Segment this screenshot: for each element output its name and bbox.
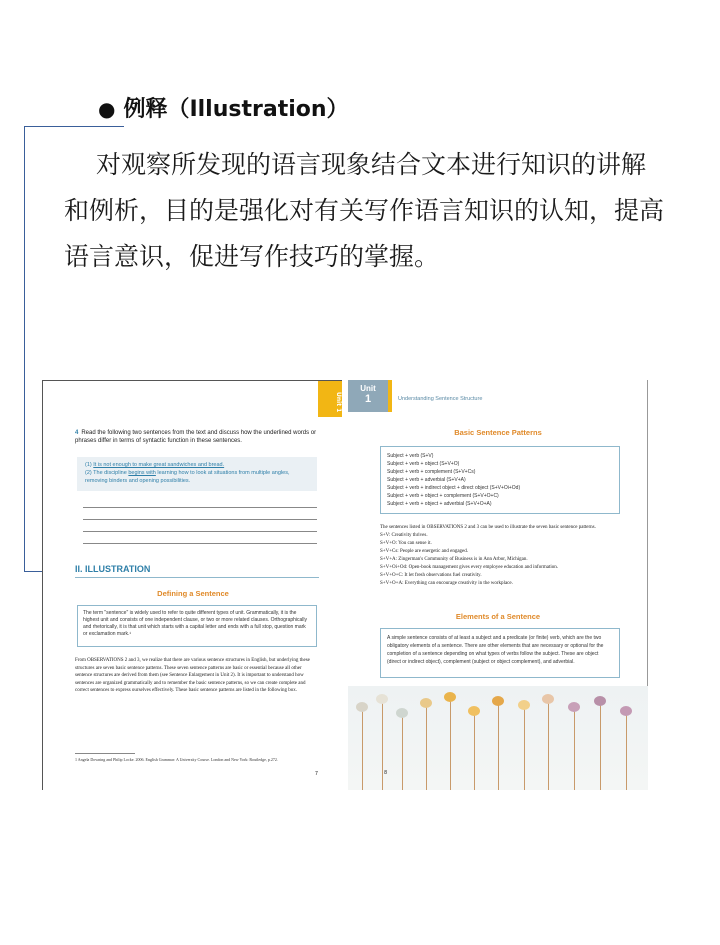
- book-spread: [42, 380, 648, 790]
- flower-bloom: [542, 694, 554, 704]
- left-body-text: From OBSERVATIONS 2 and 3, we realize that there are various sentence structures in English, but underlying these structures are seven basic sentence patterns. These seven sentence patterns are basic or essential because all other sentence structures are derived from them (see Sentence Enlargement in Unit 2). It is important to understand how sentences are organized grammatically and to remember the basic sentence patterns, so we can create complete and correct sentences to express ourselves effectively. These basic sentence patterns are listed in the following box.: [75, 658, 310, 693]
- pattern-item: Subject + verb + indirect object + direct object (S+V+Oi+Od): [387, 485, 521, 491]
- basic-patterns-title: Basic Sentence Patterns: [454, 428, 542, 437]
- example-item: S+V+Oi+Od: Open-book management gives every employee education and information.: [380, 565, 558, 570]
- flower-stem: [498, 704, 499, 790]
- example-item: S+V+O: You can sense it.: [380, 541, 432, 546]
- example-item: S+V+O+A: Everything can encourage creativity in the workplace.: [380, 581, 513, 586]
- example-item: S+V: Creativity thrives.: [380, 533, 428, 538]
- example-item: S+V+O+C: It let fresh observations fuel creativity.: [380, 573, 482, 578]
- flower-bloom: [444, 692, 456, 702]
- answer-line: [83, 507, 317, 508]
- connector-line-top: [24, 126, 124, 127]
- flower-bloom: [420, 698, 432, 708]
- flower-stem: [600, 704, 601, 790]
- flower-bloom: [396, 708, 408, 718]
- definition-box: The term "sentence" is widely used to refer to quite different types of unit. Grammatically, it is the highest unit and consists of one independent clause, or two or more related clauses. Orthographically and rhetorically, it is that unit which starts with a capital letter and ends with a full stop, question mark or exclamation mark.¹: [77, 605, 317, 647]
- footnote: 1 Angela Downing and Philip Locke. 2006. English Grammar: A University Course. London and New York: Routledge, p.272.: [75, 757, 278, 762]
- flower-stem: [548, 702, 549, 790]
- right-page: [348, 380, 648, 790]
- intro-paragraph: 对观察所发现的语言现象结合文本进行知识的讲解和例析，目的是强化对有关写作语言知识的认知，提高语言意识，促进写作技巧的掌握。: [64, 150, 665, 271]
- pattern-item: Subject + verb (S+V): [387, 453, 434, 459]
- flower-bloom: [356, 702, 368, 712]
- footnote-divider: [75, 753, 135, 754]
- pattern-item: Subject + verb + adverbial (S+V+A): [387, 477, 466, 483]
- page-number-right: 8: [384, 770, 388, 776]
- flower-stem: [382, 702, 383, 790]
- underlined-phrase: begins with: [128, 470, 156, 476]
- patterns-box: [380, 446, 620, 514]
- answer-line: [83, 519, 317, 520]
- flower-bloom: [518, 700, 530, 710]
- illustration-section-title: II. ILLUSTRATION: [75, 564, 151, 574]
- connector-line-vertical: [24, 126, 25, 571]
- question-text: Read the following two sentences from the text and discuss how the underlined words or phrases differ in terms of syntactic function in these sentences.: [75, 430, 317, 444]
- question-prompt: [75, 429, 319, 445]
- flower-bloom: [492, 696, 504, 706]
- example-sentence-2: [85, 469, 309, 485]
- example-sentences-box: [77, 457, 317, 491]
- unit-number: 1: [364, 393, 372, 405]
- answer-line: [83, 531, 317, 532]
- flower-stem: [626, 712, 627, 790]
- flower-stem: [362, 710, 363, 790]
- running-title: Understanding Sentence Structure: [398, 396, 483, 402]
- pattern-item: Subject + verb + object + adverbial (S+V+O+A): [387, 501, 492, 507]
- flower-stem: [426, 706, 427, 790]
- bullet-icon: ●: [98, 97, 116, 121]
- underlined-phrase: It is not enough to make great sandwiches and bread.: [93, 462, 225, 468]
- unit-label: Unit: [360, 384, 376, 393]
- pattern-item: Subject + verb + object + complement (S+V+O+C): [387, 493, 499, 499]
- sentence-part: The discipline: [93, 470, 129, 476]
- flower-stem: [474, 712, 475, 790]
- flower-stem: [402, 714, 403, 790]
- flower-bloom: [620, 706, 632, 716]
- answer-line: [83, 543, 317, 544]
- observations-intro: The sentences listed in OBSERVATIONS 2 and 3 can be used to illustrate the seven basic sentence patterns.: [380, 525, 596, 530]
- flower-stem: [450, 700, 451, 790]
- unit-tab-left: Unit 1: [318, 381, 342, 417]
- example-sentence-1: [85, 461, 309, 469]
- item-num: (2): [85, 470, 92, 476]
- elements-box: A simple sentence consists of at least a subject and a predicate (or finite) verb, which are the two obligatory elements of a sentence. There are other elements that are necessary or optional for the completion of a sentence depending on what types of verbs follow the subject. These are object (direct or indirect object), complement (subject or object complement), and adverbial.: [380, 628, 620, 678]
- flower-bloom: [594, 696, 606, 706]
- flower-bloom: [468, 706, 480, 716]
- left-page: [42, 380, 342, 790]
- item-num: (1): [85, 462, 92, 468]
- pattern-item: Subject + verb + object (S+V+O): [387, 461, 460, 467]
- page-number-left: 7: [314, 771, 318, 777]
- question-number: 4: [75, 430, 79, 436]
- unit-tab-right: [348, 380, 388, 412]
- flower-stem: [574, 710, 575, 790]
- section-heading: [98, 92, 349, 123]
- divider: [75, 577, 319, 578]
- sentence-part: learning how to look at situations from multiple angles, removing binders and opening possibilities.: [85, 470, 290, 484]
- example-item: S+V+Cs: People are energetic and engaged.: [380, 549, 469, 554]
- defining-sentence-title: Defining a Sentence: [157, 589, 229, 598]
- flower-stem: [524, 708, 525, 790]
- flower-bloom: [376, 694, 388, 704]
- observations-text: [380, 524, 624, 588]
- dried-flowers-photo: [348, 686, 648, 790]
- unit-accent-bar: [388, 380, 392, 412]
- heading-title: 例释（Illustration）: [123, 97, 349, 122]
- pattern-item: Subject + verb + complement (S+V+Cs): [387, 469, 476, 475]
- flower-bloom: [568, 702, 580, 712]
- example-item: S+V+A: Zingerman's Community of Business is in Ann Arbor, Michigan.: [380, 557, 528, 562]
- elements-title: Elements of a Sentence: [455, 612, 541, 621]
